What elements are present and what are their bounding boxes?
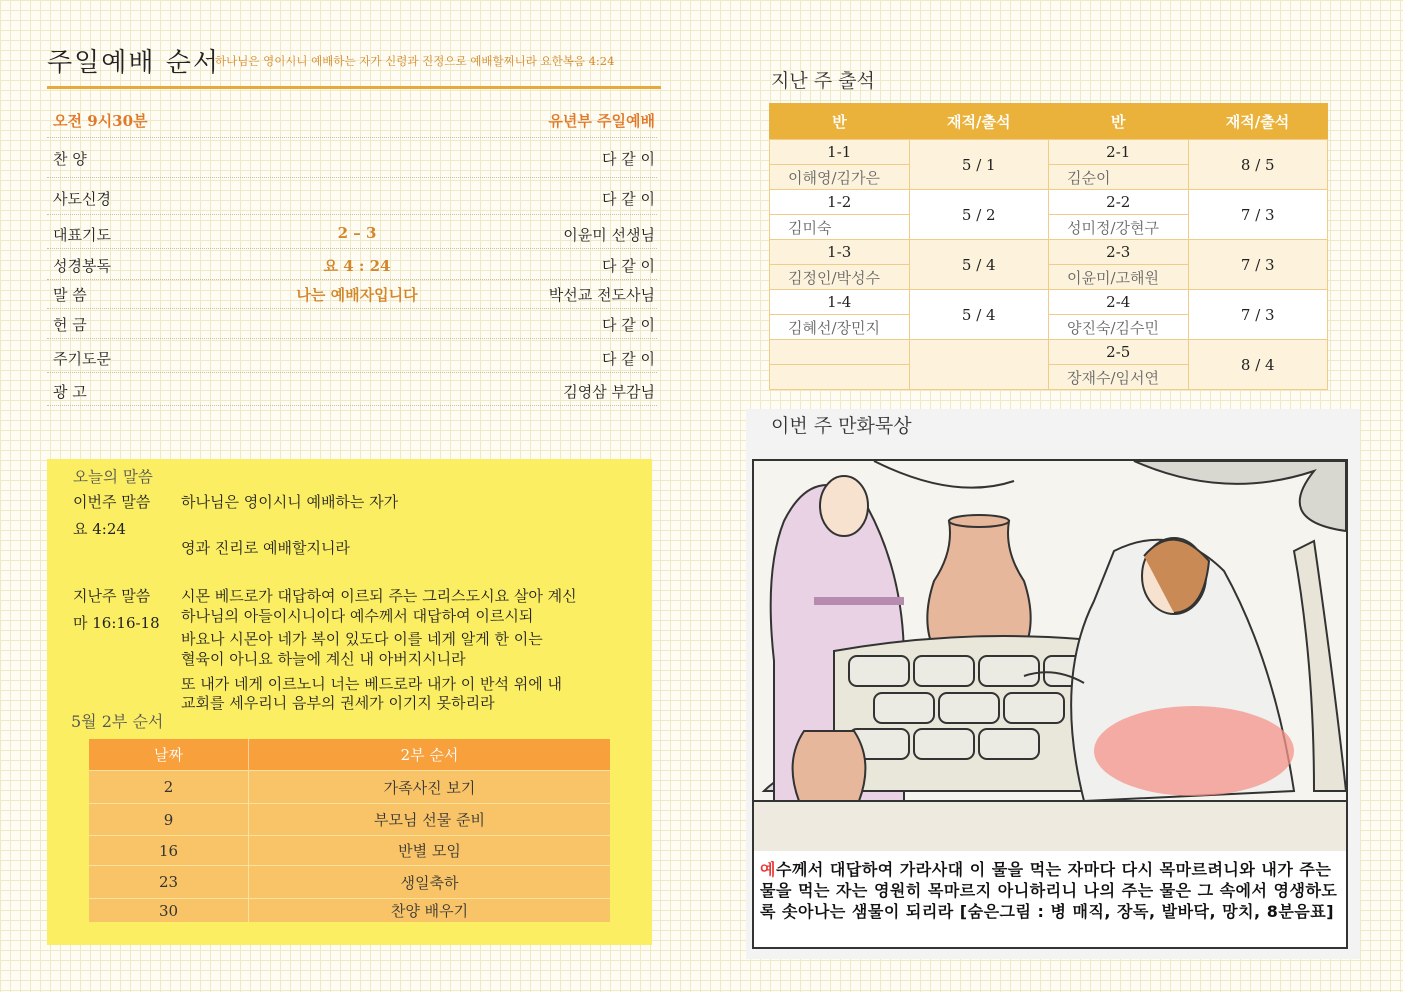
count-cell: 7 / 3 [1188, 290, 1328, 340]
service-item-leader: 다 같 이 [601, 190, 655, 208]
class-cell: 1-2 [770, 190, 910, 215]
class-cell: 1-1 [770, 140, 910, 165]
service-item-row [47, 251, 657, 280]
class-cell: 2-5 [1049, 340, 1189, 365]
table-row [770, 240, 1328, 265]
service-item-row [47, 184, 657, 215]
service-item-name: 말 씀 [53, 286, 87, 304]
service-item-leader: 이윤미 선생님 [563, 226, 655, 244]
count-cell: 8 / 5 [1188, 140, 1328, 190]
may-schedule-table [89, 739, 610, 922]
service-item-detail: 요 4 : 24 [323, 257, 391, 275]
table-row [89, 804, 610, 836]
count-cell: 7 / 3 [1188, 240, 1328, 290]
service-item-name: 사도신경 [53, 190, 111, 208]
table-row [89, 771, 610, 804]
table-row [89, 866, 610, 899]
table-header-row [770, 104, 1328, 140]
last-week-line: 바요나 시몬아 네가 복이 있도다 이를 네게 알게 한 이는 [181, 630, 543, 648]
service-item-row [47, 280, 657, 309]
word-box [47, 459, 652, 945]
service-item-leader: 다 같 이 [601, 257, 655, 275]
service-item-leader: 다 같 이 [601, 150, 655, 168]
count-cell: 7 / 3 [1188, 190, 1328, 240]
table-row [770, 190, 1328, 215]
last-week-label: 지난주 말씀 [73, 587, 151, 605]
class-cell: 1-4 [770, 290, 910, 315]
service-item-row [47, 310, 657, 339]
count-cell [909, 340, 1049, 390]
class-cell: 2-3 [1049, 240, 1189, 265]
this-week-ref: 요 4:24 [73, 520, 126, 538]
table-row [89, 836, 610, 866]
names-cell [770, 365, 910, 390]
cartoon-frame [752, 459, 1348, 949]
service-item-row [47, 344, 657, 373]
program-cell: 가족사진 보기 [249, 771, 611, 804]
attendance-title: 지난 주 출석 [771, 70, 875, 92]
class-cell: 2-1 [1049, 140, 1189, 165]
service-item-name: 성경봉독 [53, 257, 111, 275]
last-week-line: 하나님의 아들이시니이다 예수께서 대답하여 이르시되 [181, 607, 534, 625]
class-cell: 1-3 [770, 240, 910, 265]
last-week-line: 혈육이 아니요 하늘에 계신 내 아버지시니라 [181, 650, 466, 668]
names-cell: 이해영/김가은 [770, 165, 910, 190]
service-item-leader: 다 같 이 [601, 316, 655, 334]
this-week-label: 이번주 말씀 [73, 493, 151, 511]
caption-text: 수께서 대답하여 가라사대 이 물을 먹는 자마다 다시 목마르려니와 내가 주는 물을 먹는 자는 영원히 목마르지 아니하리니 나의 주는 물은 그 속에서 영생하도록 솟아나는 샘물이 되리라 [숨은그림 : 병 매직, 장독, 발바닥, 망치, 8분음표] [760, 860, 1338, 921]
class-cell [770, 340, 910, 365]
last-week-line: 교회를 세우리니 음부의 권세가 이기지 못하리라 [181, 694, 495, 712]
service-header [47, 40, 661, 89]
column-header: 날짜 [89, 739, 249, 771]
service-item-leader: 박선교 전도사님 [548, 286, 655, 304]
names-cell: 김혜선/장민지 [770, 315, 910, 340]
class-cell: 2-4 [1049, 290, 1189, 315]
names-cell: 양진숙/김수민 [1049, 315, 1189, 340]
service-item-row [47, 377, 657, 406]
service-item-name: 헌 금 [53, 316, 87, 334]
program-cell: 찬양 배우기 [249, 899, 611, 923]
names-cell: 성미정/강현구 [1049, 215, 1189, 240]
service-department: 유년부 주일예배 [548, 112, 655, 130]
count-cell: 5 / 4 [909, 240, 1049, 290]
service-item-name: 광 고 [53, 383, 87, 401]
service-item-leader: 김영삼 부감님 [563, 383, 655, 401]
cartoon-title: 이번 주 만화묵상 [771, 415, 912, 437]
service-item-row [47, 144, 657, 178]
service-time: 오전 9시30분 [53, 112, 148, 130]
count-cell: 5 / 1 [909, 140, 1049, 190]
column-header: 재적/출석 [1188, 104, 1328, 140]
caption-initial: 예 [760, 860, 776, 879]
date-cell: 30 [89, 899, 249, 923]
service-item-detail: 나는 예배자입니다 [296, 286, 418, 304]
program-cell: 부모님 선물 준비 [249, 804, 611, 836]
cartoon-panel [746, 409, 1360, 959]
table-row [770, 340, 1328, 365]
table-header-row [89, 739, 610, 771]
names-cell: 김정인/박성수 [770, 265, 910, 290]
service-item-detail: 2 – 3 [337, 224, 377, 242]
date-cell: 16 [89, 836, 249, 866]
names-cell: 김순이 [1049, 165, 1189, 190]
names-cell: 장재수/임서연 [1049, 365, 1189, 390]
date-cell: 23 [89, 866, 249, 899]
this-week-line: 영과 진리로 예배할지니라 [181, 539, 350, 557]
names-cell: 김미숙 [770, 215, 910, 240]
attendance-table [769, 103, 1328, 390]
service-item-row [47, 220, 657, 249]
count-cell: 5 / 4 [909, 290, 1049, 340]
service-item-name: 찬 양 [53, 150, 87, 168]
date-cell: 9 [89, 804, 249, 836]
column-header: 재적/출석 [909, 104, 1049, 140]
last-week-ref: 마 16:16-18 [73, 614, 160, 632]
word-title: 오늘의 말씀 [73, 468, 153, 486]
cartoon-illustration [754, 461, 1346, 851]
table-row [89, 899, 610, 923]
class-cell: 2-2 [1049, 190, 1189, 215]
table-row [770, 290, 1328, 315]
cartoon-caption [760, 859, 1340, 922]
count-cell: 8 / 4 [1188, 340, 1328, 390]
program-cell: 반별 모임 [249, 836, 611, 866]
this-week-line: 하나님은 영이시니 예배하는 자가 [181, 493, 399, 511]
header-verse: 하나님은 영이시니 예배하는 자가 신령과 진정으로 예배할찌니라 요한복음 4:24 [215, 54, 615, 68]
names-cell: 이윤미/고해원 [1049, 265, 1189, 290]
date-cell: 2 [89, 771, 249, 804]
may-schedule-title: 5월 2부 순서 [71, 712, 164, 731]
service-info-row [47, 104, 657, 138]
service-item-name: 주기도문 [53, 350, 111, 368]
last-week-line: 시몬 베드로가 대답하여 이르되 주는 그리스도시요 살아 계신 [181, 587, 577, 605]
table-row [770, 140, 1328, 165]
page-title: 주일예배 순서 [47, 48, 220, 78]
count-cell: 5 / 2 [909, 190, 1049, 240]
last-week-line: 또 내가 네게 이르노니 너는 베드로라 내가 이 반석 위에 내 [181, 675, 562, 693]
column-header: 반 [770, 104, 910, 140]
service-item-name: 대표기도 [53, 226, 111, 244]
column-header: 2부 순서 [249, 739, 611, 771]
column-header: 반 [1049, 104, 1189, 140]
service-item-leader: 다 같 이 [601, 350, 655, 368]
program-cell: 생일축하 [249, 866, 611, 899]
